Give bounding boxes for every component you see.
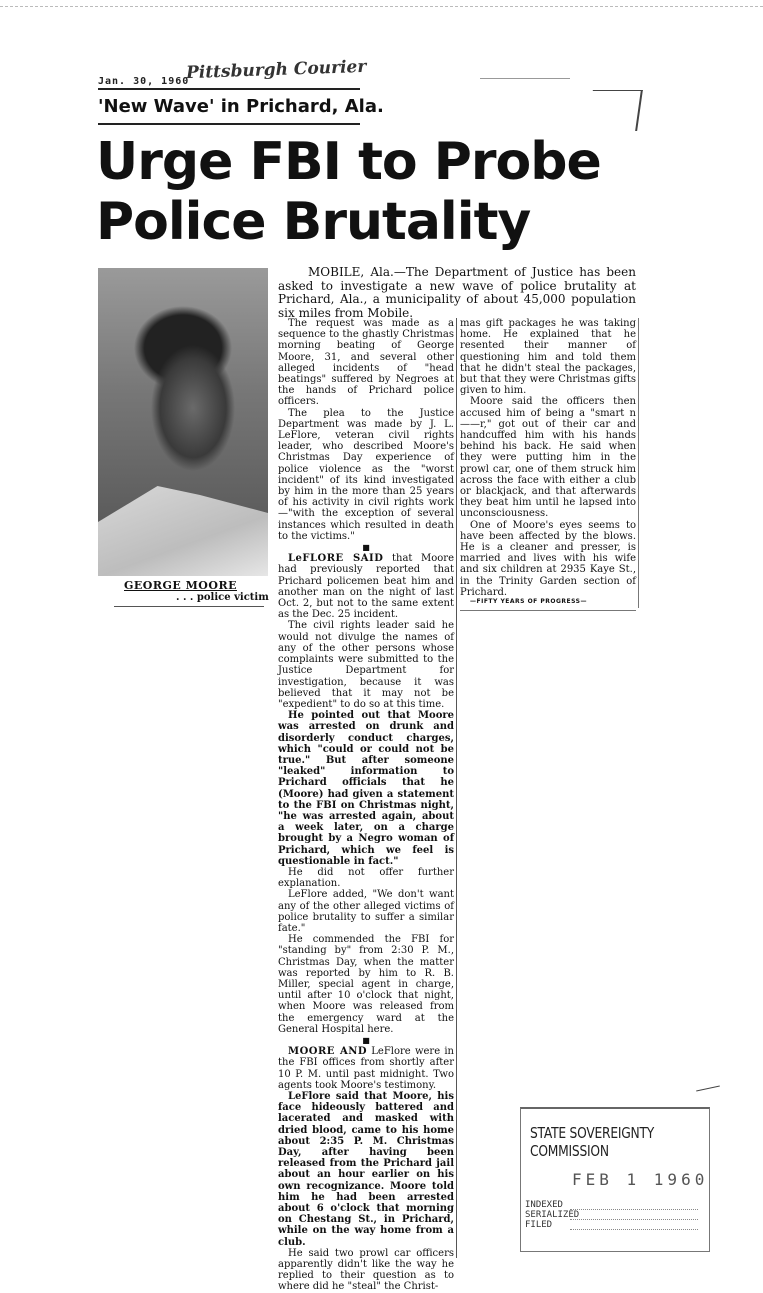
photo-caption-sub: . . . police victim <box>176 592 269 603</box>
col1-paragraph: He commended the FBI for "standing by" from 2:30 P. M., Christmas Day, when the matter was reported by him to R. B. Miller, special agent in charge, until after 10 o'clock that night, when Moore was released from the emergency ward at the General Hospital here. <box>278 934 454 1035</box>
headline-line-2: Police Brutality <box>96 192 531 252</box>
stamp-field-line <box>570 1209 698 1210</box>
col1-paragraph: The civil rights leader said he would not divulge the names of any of the other persons whose complaints were submitted to the Justice Department for investigation, because it was believed that it may not be "expedient" to do so at this time. <box>278 620 454 710</box>
dateline-rule <box>98 88 360 90</box>
col1-paragraph <box>278 1046 454 1091</box>
column-right-edge <box>638 318 639 608</box>
stamp-filed: FILED <box>525 1220 553 1230</box>
headline-line-1: Urge FBI to Probe <box>96 132 601 192</box>
lede-paragraph: MOBILE, Ala.—The Department of Justice has been asked to investigate a new wave of police brutality at Prichard, Ala., a municipality of about 45,000 population six miles from Mobile. <box>278 265 636 320</box>
col1-paragraph: He said two prowl car officers apparently didn't like the way he replied to their question as to where did he "steal" the Christ- <box>278 1247 454 1293</box>
caption-rule <box>114 606 264 607</box>
stamp-serialized: SERIALIZED <box>525 1210 580 1220</box>
stamp-field-line <box>570 1219 698 1220</box>
margin-handmark <box>587 90 643 131</box>
paragraph-leadin: LeFLORE SAID <box>288 553 384 565</box>
col2-paragraph: One of Moore's eyes seems to have been affected by the blows. He is a cleaner and presser, is married and lives with his wife and six children at 2935 Kaye St., in the Trinity Garden section of Prichard. <box>460 519 636 598</box>
clipping-date: Jan. 30, 1960 <box>98 76 190 87</box>
col1-paragraph: He pointed out that Moore was arrested on drunk and disorderly conduct charges, which "could or could not be true." But after someone "leaked" information to Prichard officials that he (Moore) had given a statement to the FBI on Christmas night, "he was arrested again, about a week later, on a charge brought by a Negro woman of Prichard, which we feel is questionable in fact." <box>278 710 454 867</box>
col1-paragraph <box>278 553 454 620</box>
kicker: 'New Wave' in Prichard, Ala. <box>98 96 384 117</box>
col1-paragraph: The request was made as a sequence to the ghastly Christmas morning beating of George Moore, 31, and several other alleged incidents of "head beatings" suffered by Negroes at the hands of Prichard police officers. <box>278 318 454 408</box>
paragraph-text: that Moore had previously reported that Prichard policemen beat him and another man on the night of last Oct. 2, but not to the same extent as the Dec. 25 incident. <box>278 553 455 621</box>
portrait-photo <box>98 268 268 576</box>
col2-paragraph: Moore said the officers then accused him of being a "smart n——r," got out of their car and handcuffed him with his hands behind his back. He said when they were putting him in the prowl car, one of them struck him across the face with either a club or blackjack, and that afterwards they beat him until he lapsed into unconsciousness. <box>460 396 636 520</box>
clipping-source: Pittsburgh Courier <box>185 56 367 84</box>
headline <box>96 132 656 252</box>
end-slug: —FIFTY YEARS OF PROGRESS— <box>470 598 587 605</box>
margin-handmark <box>696 1086 720 1092</box>
col1-paragraph: LeFlore said that Moore, his face hideously battered and lacerated and masked with dried blood, came to his home about 2:35 P. M. Christmas Day, after having been released from the Prichard jail about an hour earlier on his own recognizance. Moore told him he had been arrested about 6 o'clock that morning on Chestang St., in Prichard, while on the way home from a club. <box>278 1091 454 1248</box>
column-divider <box>456 318 457 1258</box>
paragraph-text: LeFlore were in the FBI offices from shortly after 10 P. M. until past midnight. Two agents took Moore's testimony. <box>278 1046 454 1091</box>
section-divider: ■ <box>362 1036 370 1045</box>
col1-paragraph: He did not offer further explanation. <box>278 866 454 890</box>
col2-paragraph: mas gift packages he was taking home. He explained that he resented their manner of questioning him and told them that he didn't steal the packages, but that they were Christmas gifts given to him. <box>460 318 636 397</box>
stamp-date: FEB 1 1960 <box>572 1170 709 1189</box>
stamp-fields <box>525 1200 579 1230</box>
col1-paragraph: LeFlore added, "We don't want any of the other alleged victims of police brutality to suffer a similar fate." <box>278 889 454 934</box>
col1-paragraph: The plea to the Justice Department was made by J. L. LeFlore, veteran civil rights leader, who described Moore's Christmas Day experience of police violence as the "worst incident" of its kind investigated by him in the more than 25 years of his activity in civil rights work—"with the exception of several instances which resulted in death to the victims." <box>278 407 454 542</box>
stamp-field-line <box>570 1229 698 1230</box>
kicker-rule <box>98 123 360 125</box>
section-divider: ■ <box>362 543 370 553</box>
top-border <box>0 6 763 7</box>
column-2 <box>460 318 636 598</box>
paragraph-leadin: MOORE AND <box>288 1046 368 1058</box>
stamp-indexed: INDEXED <box>525 1200 563 1210</box>
stamp-title: STATE SOVEREIGNTY COMMISSION <box>530 1124 655 1160</box>
end-rule <box>460 610 636 611</box>
photo-caption-name: GEORGE MOORE <box>124 579 237 592</box>
margin-dash <box>480 78 570 79</box>
column-1 <box>278 318 454 1293</box>
photo-shirt <box>98 486 268 576</box>
